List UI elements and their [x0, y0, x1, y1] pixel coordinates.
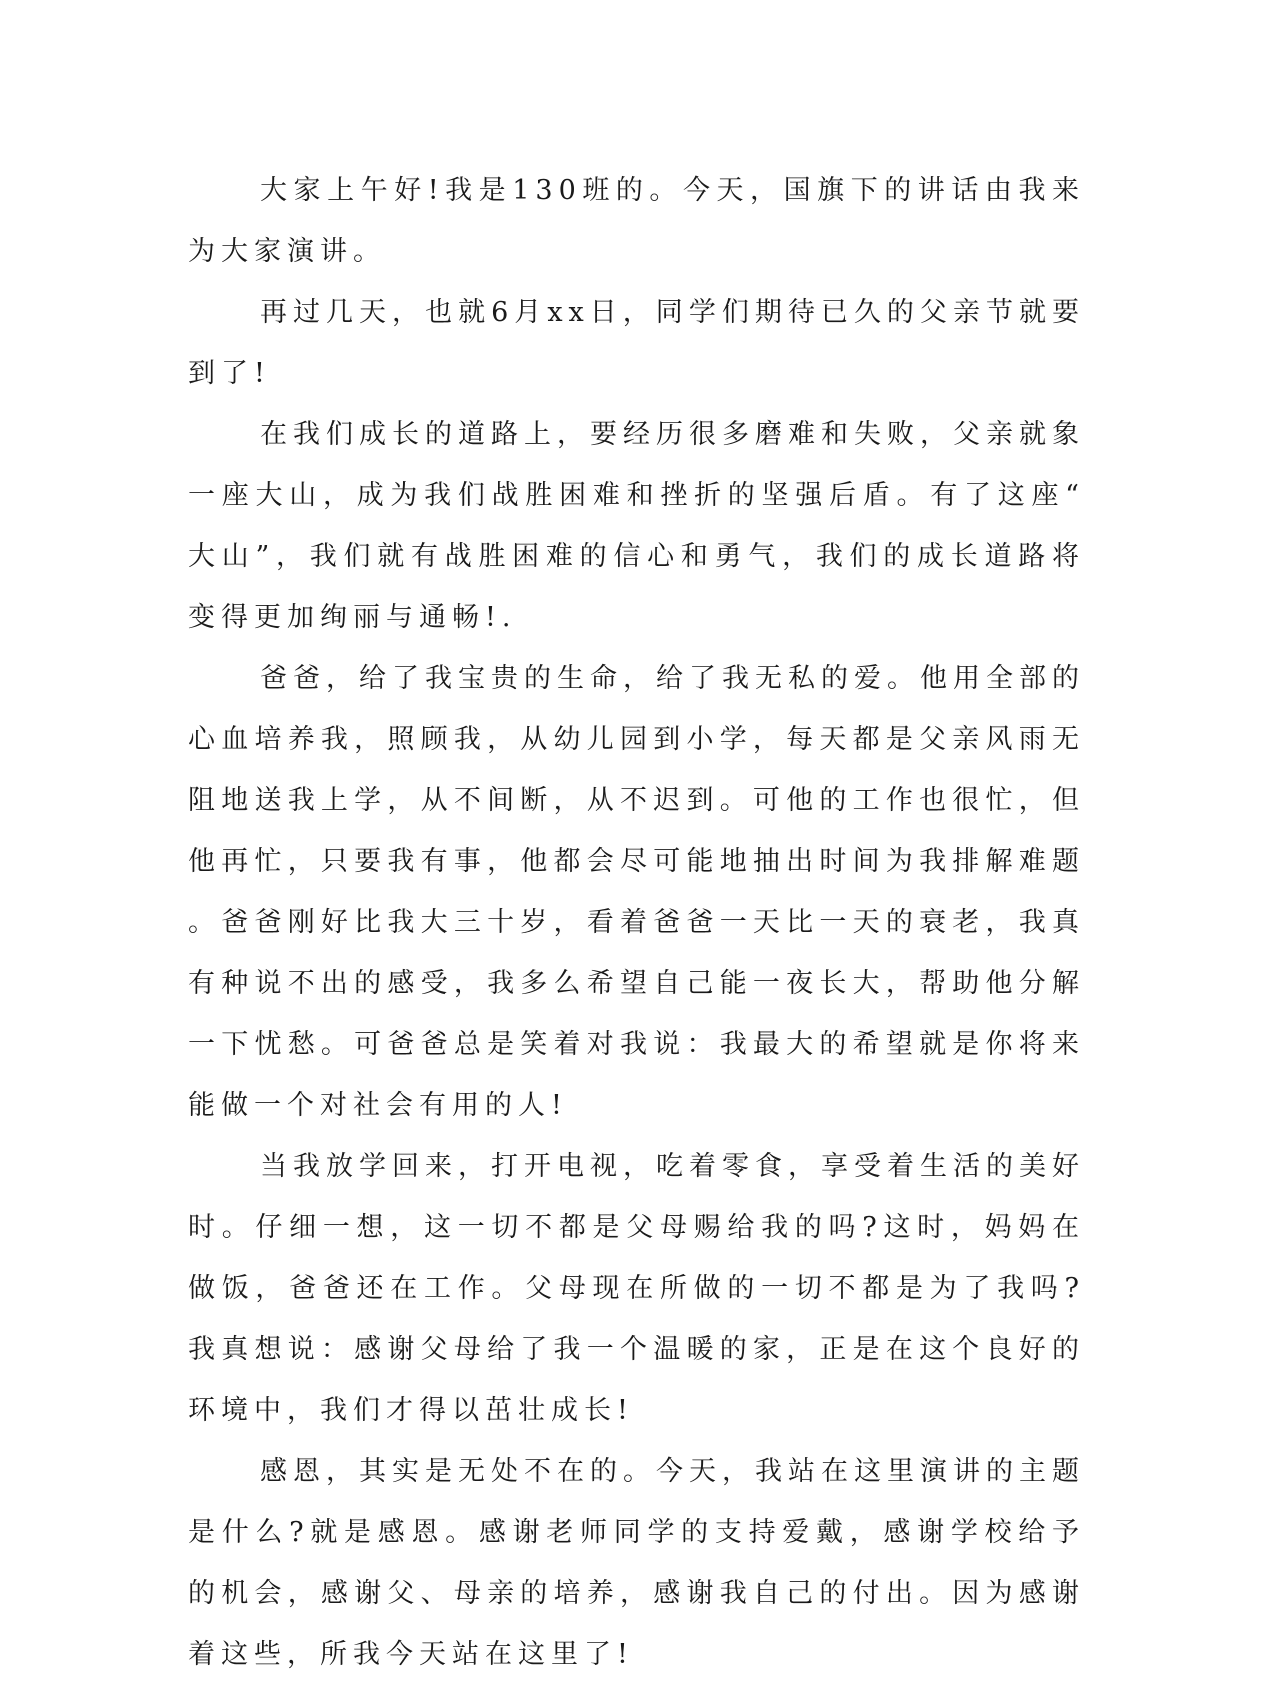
- paragraph-home: 当我放学回来，打开电视，吃着零食，享受着生活的美好时。仔细一想，这一切不都是父母赐给我的吗?这时，妈妈在做饭，爸爸还在工作。父母现在所做的一切不都是为了我吗?我真想说：感谢父母给了我一个温暖的家，正是在这个良好的环境中，我们才得以茁壮成长!: [188, 1151, 1085, 1426]
- document-body: [188, 160, 1085, 1685]
- paragraph-gratitude: 感恩，其实是无处不在的。今天，我站在这里演讲的主题是什么?就是感恩。感谢老师同学的支持爱戴，感谢学校给予的机会，感谢父、母亲的培养，感谢我自己的付出。因为感谢着这些，所我今天站在这里了!: [188, 1456, 1085, 1670]
- paragraph-greeting: 大家上午好!我是130班的。今天，国旗下的讲话由我来为大家演讲。: [188, 175, 1085, 267]
- paragraph-fathers-day: 再过几天，也就6月xx日，同学们期待已久的父亲节就要到了!: [188, 297, 1085, 389]
- paragraph-dad-care: 爸爸，给了我宝贵的生命，给了我无私的爱。他用全部的心血培养我，照顾我，从幼儿园到小学，每天都是父亲风雨无阻地送我上学，从不间断，从不迟到。可他的工作也很忙，但他再忙，只要我有事，他都会尽可能地抽出时间为我排解难题。爸爸刚好比我大三十岁，看着爸爸一天比一天的衰老，我真有种说不出的感受，我多么希望自己能一夜长大，帮助他分解一下忧愁。可爸爸总是笑着对我说：我最大的希望就是你将来能做一个对社会有用的人!: [188, 663, 1085, 1121]
- paragraph-mountain: 在我们成长的道路上，要经历很多磨难和失败，父亲就象一座大山，成为我们战胜困难和挫折的坚强后盾。有了这座“大山”，我们就有战胜困难的信心和勇气，我们的成长道路将变得更加绚丽与通畅!.: [188, 419, 1085, 633]
